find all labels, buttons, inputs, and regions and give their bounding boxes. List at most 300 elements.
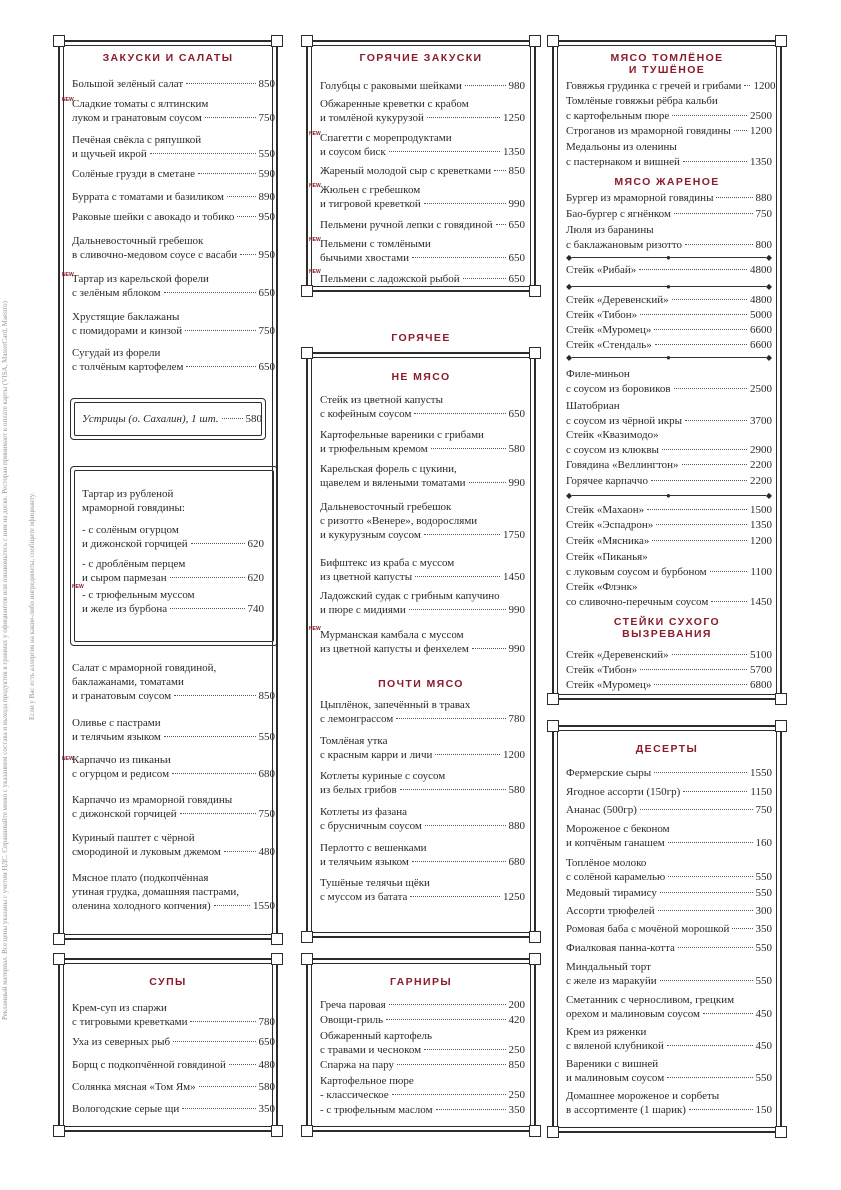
dot-leader bbox=[222, 418, 243, 419]
item-price: 650 bbox=[258, 1036, 275, 1048]
menu-item bbox=[566, 308, 772, 323]
frame-corner-ornament bbox=[547, 693, 559, 705]
item-price: 160 bbox=[755, 837, 772, 849]
item-price: 350 bbox=[508, 1104, 525, 1116]
item-name: Карпаччо из мраморной говядины bbox=[72, 794, 233, 806]
item-name: Ладожский судак с грибным капучино bbox=[320, 590, 500, 602]
dot-leader bbox=[199, 1086, 256, 1087]
item-name: Цыплёнок, запечённый в травах bbox=[320, 699, 471, 711]
item-price: 650 bbox=[508, 219, 525, 231]
dot-leader bbox=[710, 571, 748, 572]
dot-leader bbox=[224, 851, 256, 852]
menu-item bbox=[566, 822, 772, 850]
dot-leader bbox=[734, 130, 747, 131]
item-name: с кофейным соусом bbox=[320, 408, 412, 420]
menu-item bbox=[72, 190, 275, 204]
item-price: 650 bbox=[508, 408, 525, 420]
menu-item bbox=[72, 346, 275, 374]
menu-item bbox=[320, 734, 525, 762]
menu-item bbox=[566, 428, 772, 458]
ornamental-divider: ◆ ● ◆ bbox=[566, 282, 772, 291]
dot-leader bbox=[190, 1021, 255, 1022]
item-name: бычьими хвостами bbox=[320, 252, 409, 264]
item-name: Стейк «Рибай» bbox=[566, 264, 637, 276]
item-price: 1450 bbox=[503, 571, 525, 583]
dot-leader bbox=[240, 254, 255, 255]
dot-leader bbox=[424, 203, 506, 204]
dot-leader bbox=[672, 299, 747, 300]
dot-leader bbox=[386, 1019, 506, 1020]
item-name: Стейк «Деревенский» bbox=[566, 294, 669, 306]
item-name: орехом и малиновым соусом bbox=[566, 1008, 700, 1020]
new-badge: NEW bbox=[309, 131, 321, 137]
menu-item bbox=[72, 1001, 275, 1029]
item-price: 350 bbox=[258, 1103, 275, 1115]
frame-corner-ornament bbox=[775, 720, 787, 732]
dot-leader bbox=[170, 608, 244, 609]
item-price: 880 bbox=[508, 820, 525, 832]
item-price: 680 bbox=[508, 856, 525, 868]
dot-leader bbox=[689, 1109, 753, 1110]
item-price: 250 bbox=[508, 1089, 525, 1101]
item-name: с луковым соусом и бурбоном bbox=[566, 566, 707, 578]
item-name: Мясное плато (подкопчённая bbox=[72, 872, 209, 884]
item-name: в ассортименте (1 шарик) bbox=[566, 1104, 686, 1116]
frame-corner-ornament bbox=[271, 933, 283, 945]
dot-leader bbox=[716, 197, 752, 198]
item-name: Крем из ряженки bbox=[566, 1026, 647, 1038]
new-badge: NEW bbox=[309, 269, 321, 275]
item-price: 740 bbox=[247, 603, 264, 615]
item-name: Бифштекс из краба с муссом bbox=[320, 557, 455, 569]
frame-corner-ornament bbox=[529, 347, 541, 359]
dot-leader bbox=[198, 173, 256, 174]
item-name: Солянка мясная «Том Ям» bbox=[72, 1081, 196, 1093]
item-name: Сметанник с черносливом, грецким bbox=[566, 994, 735, 1006]
item-name: Томлёная утка bbox=[320, 735, 388, 747]
item-price: 1200 bbox=[750, 535, 772, 547]
item-price: 550 bbox=[755, 975, 772, 987]
item-name: - классическое bbox=[320, 1089, 389, 1101]
item-name: Ананас (500гр) bbox=[566, 804, 637, 816]
dot-leader bbox=[424, 1049, 505, 1050]
item-name: Греча паровая bbox=[320, 999, 386, 1011]
dot-leader bbox=[667, 1045, 753, 1046]
dot-leader bbox=[647, 509, 747, 510]
dot-leader bbox=[389, 151, 500, 152]
item-price: 1500 bbox=[750, 504, 772, 516]
item-name: и томлёной кукурузой bbox=[320, 112, 424, 124]
menu-item bbox=[82, 523, 264, 551]
menu-item bbox=[320, 79, 525, 93]
item-name: и дижонской горчицей bbox=[82, 538, 188, 550]
item-name: и телячьим языком bbox=[72, 731, 161, 743]
item-name: Крем-суп из спаржи bbox=[72, 1002, 167, 1014]
item-name: Фермерские сыры bbox=[566, 767, 652, 779]
new-badge: NEW bbox=[309, 237, 321, 243]
menu-item bbox=[72, 167, 275, 181]
ornamental-divider: ◆ ● ◆ bbox=[566, 353, 772, 362]
item-name: Миндальный торт bbox=[566, 961, 651, 973]
item-name: Устрицы (о. Сахалин), 1 шт. bbox=[82, 413, 219, 425]
item-name: с огурцом и редисом bbox=[72, 768, 170, 780]
frame-corner-ornament bbox=[53, 35, 65, 47]
dot-leader bbox=[227, 196, 256, 197]
legal-note: Рекламный материал. Все цены указаны с учетом НДС. Спрашивайте меню с указанием состава и выхода продуктов в граммах у официантов или ознакомьтесь с ним на доске. Ресторан принимает к оплате карты (VISA, MasterCard, Maestro) bbox=[1, 301, 9, 1020]
item-price: 650 bbox=[508, 252, 525, 264]
desserts-title: ДЕСЕРТЫ bbox=[635, 743, 699, 755]
menu-item bbox=[320, 500, 525, 542]
item-name: Стейк «Махаон» bbox=[566, 504, 645, 516]
item-name: Мурманская камбала с муссом bbox=[320, 629, 464, 641]
item-name: и копчёным ганашем bbox=[566, 837, 665, 849]
menu-item bbox=[566, 338, 772, 353]
item-name: щавелем и вялеными томатами bbox=[320, 477, 466, 489]
menu-item bbox=[320, 462, 525, 490]
menu-item bbox=[566, 207, 772, 222]
item-price: 6600 bbox=[750, 339, 772, 351]
item-price: 6600 bbox=[750, 324, 772, 336]
menu-item bbox=[320, 998, 525, 1012]
menu-item bbox=[72, 133, 275, 161]
menu-item bbox=[566, 140, 772, 170]
frame-corner-ornament bbox=[271, 35, 283, 47]
dot-leader bbox=[667, 1077, 752, 1078]
item-name: с травами и чесноком bbox=[320, 1044, 422, 1056]
new-badge: NEW bbox=[72, 584, 84, 590]
dot-leader bbox=[427, 117, 500, 118]
new-badge: NEW bbox=[62, 272, 74, 278]
item-price: 2500 bbox=[750, 383, 772, 395]
dot-leader bbox=[170, 577, 245, 578]
dot-leader bbox=[744, 85, 750, 86]
item-name: луком и гранатовым соусом bbox=[72, 112, 202, 124]
item-name: Стейк «Муромец» bbox=[566, 324, 652, 336]
item-name: Пельмени с ладожской рыбой bbox=[320, 273, 460, 285]
item-name: с пастернаком и вишней bbox=[566, 156, 680, 168]
dot-leader bbox=[672, 115, 747, 116]
frame-corner-ornament bbox=[529, 285, 541, 297]
item-name: и телячьим языком bbox=[320, 856, 409, 868]
dot-leader bbox=[409, 609, 506, 610]
menu-item bbox=[72, 661, 275, 703]
item-name: Шатобриан bbox=[566, 400, 620, 412]
item-name: Ромовая баба с мочёной морошкой bbox=[566, 923, 730, 935]
dot-leader bbox=[668, 876, 752, 877]
menu-item bbox=[566, 1057, 772, 1085]
menu-item bbox=[566, 904, 772, 918]
item-name: с зелёным яблоком bbox=[72, 287, 161, 299]
item-name: со сливочно-перечным соусом bbox=[566, 596, 709, 608]
dot-leader bbox=[668, 842, 753, 843]
item-price: 750 bbox=[258, 808, 275, 820]
frame-corner-ornament bbox=[775, 1126, 787, 1138]
item-price: 450 bbox=[755, 1040, 772, 1052]
menu-item bbox=[566, 518, 772, 533]
dot-leader bbox=[640, 809, 753, 810]
dot-leader bbox=[469, 482, 506, 483]
item-name: и щучьей икрой bbox=[72, 148, 147, 160]
item-name: с толчёным картофелем bbox=[72, 361, 184, 373]
dot-leader bbox=[494, 170, 505, 171]
dot-leader bbox=[412, 861, 506, 862]
menu-item bbox=[566, 648, 772, 663]
item-name: и кукурузным соусом bbox=[320, 529, 421, 541]
menu-item bbox=[72, 210, 275, 224]
item-name: Большой зелёный салат bbox=[72, 78, 184, 90]
item-name: Стейк «Квазимодо» bbox=[566, 429, 659, 441]
item-name: с соусом из клюквы bbox=[566, 444, 659, 456]
item-price: 780 bbox=[258, 1016, 275, 1028]
item-name: с тигровыми креветками bbox=[72, 1016, 188, 1028]
dot-leader bbox=[396, 718, 505, 719]
dot-leader bbox=[465, 85, 506, 86]
menu-item bbox=[566, 550, 772, 580]
dot-leader bbox=[639, 269, 747, 270]
item-price: 550 bbox=[755, 871, 772, 883]
item-name: Фиалковая панна-котта bbox=[566, 942, 675, 954]
frame-corner-ornament bbox=[301, 931, 313, 943]
menu-item bbox=[72, 97, 275, 125]
frame-corner-ornament bbox=[529, 931, 541, 943]
menu-item bbox=[320, 841, 525, 869]
menu-item bbox=[72, 793, 275, 821]
item-name: Говядина «Веллингтон» bbox=[566, 459, 679, 471]
menu-item bbox=[566, 399, 772, 429]
dot-leader bbox=[186, 83, 255, 84]
item-name: с дижонской горчицей bbox=[72, 808, 177, 820]
item-name: Картофельное пюре bbox=[320, 1075, 414, 1087]
dot-leader bbox=[654, 329, 747, 330]
tartar-title bbox=[82, 487, 262, 515]
frame-corner-ornament bbox=[547, 720, 559, 732]
item-name: с красным карри и личи bbox=[320, 749, 433, 761]
item-name: с брусничным соусом bbox=[320, 820, 422, 832]
item-price: 6800 bbox=[750, 679, 772, 691]
item-name: Стейк «Мясника» bbox=[566, 535, 650, 547]
item-price: 990 bbox=[508, 477, 525, 489]
dot-leader bbox=[415, 576, 500, 577]
frame-corner-ornament bbox=[53, 933, 65, 945]
menu-item bbox=[320, 131, 525, 159]
item-price: 750 bbox=[755, 804, 772, 816]
item-name: с лемонграссом bbox=[320, 713, 394, 725]
item-name: и тигровой креветкой bbox=[320, 198, 421, 210]
new-badge: NEW bbox=[62, 756, 74, 762]
menu-item bbox=[72, 272, 275, 300]
dot-leader bbox=[172, 773, 255, 774]
dot-leader bbox=[400, 789, 506, 790]
frame-corner-ornament bbox=[301, 285, 313, 297]
menu-item bbox=[320, 628, 525, 656]
menu-item bbox=[566, 191, 772, 206]
item-name: смородиной и луковым джемом bbox=[72, 846, 221, 858]
item-price: 980 bbox=[508, 80, 525, 92]
item-name: и желе из бурбона bbox=[82, 603, 168, 615]
menu-item bbox=[566, 263, 772, 278]
item-price: 1350 bbox=[750, 519, 772, 531]
menu-item bbox=[72, 831, 275, 859]
menu-item bbox=[320, 237, 525, 265]
item-price: 890 bbox=[258, 191, 275, 203]
item-name: с муссом из батата bbox=[320, 891, 408, 903]
menu-item bbox=[566, 474, 772, 489]
item-name: - с трюфельным муссом bbox=[82, 589, 195, 601]
menu-item bbox=[82, 412, 262, 426]
item-price: 150 bbox=[755, 1104, 772, 1116]
item-name: Томлёные говяжьи рёбра кальби bbox=[566, 95, 718, 107]
dot-leader bbox=[654, 772, 747, 773]
item-name: Стейк «Муромец» bbox=[566, 679, 652, 691]
item-name: Медальоны из оленины bbox=[566, 141, 677, 153]
menu-item bbox=[566, 458, 772, 473]
dot-leader bbox=[425, 825, 506, 826]
item-price: 1100 bbox=[750, 566, 772, 578]
item-price: 2200 bbox=[750, 475, 772, 487]
item-price: 1550 bbox=[253, 900, 275, 912]
item-name: и соусом биск bbox=[320, 146, 386, 158]
item-name: Раковые шейки с авокадо и тобико bbox=[72, 211, 235, 223]
item-name: Тартар из карельской форели bbox=[72, 273, 209, 285]
item-price: 1200 bbox=[750, 125, 772, 137]
item-name: Борщ с подкопчённой говядиной bbox=[72, 1059, 226, 1071]
dot-leader bbox=[672, 654, 747, 655]
menu-item bbox=[320, 1103, 525, 1117]
item-name: Вологодские серые щи bbox=[72, 1103, 180, 1115]
item-price: 580 bbox=[508, 784, 525, 796]
dot-leader bbox=[185, 330, 255, 331]
item-price: 950 bbox=[258, 211, 275, 223]
dot-leader bbox=[424, 534, 500, 535]
item-name: с желе из маракуйи bbox=[566, 975, 657, 987]
dot-leader bbox=[173, 1041, 255, 1042]
item-name: и трюфельным кремом bbox=[320, 443, 428, 455]
item-name: Спаржа на пару bbox=[320, 1059, 394, 1071]
dry-aged-title-line2: ВЫЗРЕВАНИЯ bbox=[622, 628, 712, 640]
item-name: с помидорами и кинзой bbox=[72, 325, 183, 337]
frame-corner-ornament bbox=[301, 953, 313, 965]
item-name: Дальневосточный гребешок bbox=[72, 235, 204, 247]
menu-item bbox=[320, 698, 525, 726]
item-name: Бао-бургер с ягнёнком bbox=[566, 208, 671, 220]
item-price: 1750 bbox=[503, 529, 525, 541]
item-name: Пельмени с томлёными bbox=[320, 238, 431, 250]
dot-leader bbox=[472, 648, 506, 649]
item-name: из белых грибов bbox=[320, 784, 397, 796]
item-price: 480 bbox=[258, 1059, 275, 1071]
item-name: Сугудай из форели bbox=[72, 347, 161, 359]
item-name: в сливочно-медовом соусе с васаби bbox=[72, 249, 238, 261]
item-price: 200 bbox=[508, 999, 525, 1011]
item-price: 850 bbox=[258, 690, 275, 702]
item-price: 620 bbox=[247, 538, 264, 550]
dot-leader bbox=[237, 216, 255, 217]
dot-leader bbox=[463, 278, 506, 279]
menu-item bbox=[566, 960, 772, 988]
dot-leader bbox=[436, 1109, 506, 1110]
menu-item bbox=[82, 588, 264, 616]
menu-item bbox=[566, 785, 772, 799]
item-name: Карельская форель с цукини, bbox=[320, 463, 457, 475]
item-price: 680 bbox=[258, 768, 275, 780]
item-price: 950 bbox=[258, 249, 275, 261]
menu-item bbox=[320, 556, 525, 584]
dot-leader bbox=[229, 1064, 256, 1065]
frame-corner-ornament bbox=[53, 953, 65, 965]
menu-item bbox=[566, 803, 772, 817]
item-price: 5000 bbox=[750, 309, 772, 321]
item-price: 780 bbox=[508, 713, 525, 725]
item-name: утиная грудка, домашняя пастрами, bbox=[72, 886, 240, 898]
item-name: Куриный паштет с чёрной bbox=[72, 832, 195, 844]
menu-item bbox=[566, 886, 772, 900]
item-price: 1450 bbox=[750, 596, 772, 608]
dot-leader bbox=[683, 791, 747, 792]
item-name: Спагетти с морепродуктами bbox=[320, 132, 452, 144]
frame-corner-ornament bbox=[775, 693, 787, 705]
menu-item bbox=[72, 1058, 275, 1072]
item-price: 5100 bbox=[750, 649, 772, 661]
item-name: баклажанами, томатами bbox=[72, 676, 184, 688]
dot-leader bbox=[658, 910, 753, 911]
item-price: 650 bbox=[508, 273, 525, 285]
item-name: Люля из баранины bbox=[566, 224, 654, 236]
item-name: Горячее карпаччо bbox=[566, 475, 648, 487]
item-name: Дальневосточный гребешок bbox=[320, 501, 452, 513]
menu-item bbox=[566, 580, 772, 610]
item-price: 990 bbox=[508, 643, 525, 655]
item-price: 750 bbox=[258, 325, 275, 337]
dot-leader bbox=[682, 464, 747, 465]
item-price: 990 bbox=[508, 198, 525, 210]
menu-item bbox=[320, 1013, 525, 1027]
menu-item bbox=[566, 94, 772, 124]
dot-leader bbox=[392, 1094, 506, 1095]
item-price: 880 bbox=[755, 192, 772, 204]
menu-item bbox=[320, 876, 525, 904]
item-name: и малиновым соусом bbox=[566, 1072, 665, 1084]
item-name: Стейк «Стендаль» bbox=[566, 339, 652, 351]
item-name: Уха из северных рыб bbox=[72, 1036, 171, 1048]
item-price: 5700 bbox=[750, 664, 772, 676]
dot-leader bbox=[703, 1013, 753, 1014]
item-name: Котлеты куриные с соусом bbox=[320, 770, 446, 782]
dot-leader bbox=[662, 449, 747, 450]
item-name: из цветной капусты и фенхелем bbox=[320, 643, 469, 655]
dot-leader bbox=[655, 344, 747, 345]
almost-meat-title: ПОЧТИ МЯСО bbox=[378, 678, 464, 690]
item-name: Овощи-гриль bbox=[320, 1014, 383, 1026]
menu-item bbox=[72, 310, 275, 338]
braised-title bbox=[552, 52, 782, 76]
item-price: 480 bbox=[258, 846, 275, 858]
item-name: - с трюфельным маслом bbox=[320, 1104, 433, 1116]
dot-leader bbox=[214, 905, 250, 906]
dot-leader bbox=[182, 1108, 255, 1109]
menu-item bbox=[72, 1035, 275, 1049]
fried-title: МЯСО ЖАРЕНОЕ bbox=[614, 176, 720, 188]
item-price: 850 bbox=[508, 165, 525, 177]
item-price: 1200 bbox=[503, 749, 525, 761]
item-price: 580 bbox=[258, 1081, 275, 1093]
item-price: 3700 bbox=[750, 415, 772, 427]
item-price: 250 bbox=[508, 1044, 525, 1056]
soups-title: СУПЫ bbox=[149, 976, 187, 988]
dot-leader bbox=[410, 896, 500, 897]
item-name: Стейк «Тибон» bbox=[566, 664, 638, 676]
frame-corner-ornament bbox=[547, 35, 559, 47]
frame-corner-ornament bbox=[53, 1125, 65, 1137]
